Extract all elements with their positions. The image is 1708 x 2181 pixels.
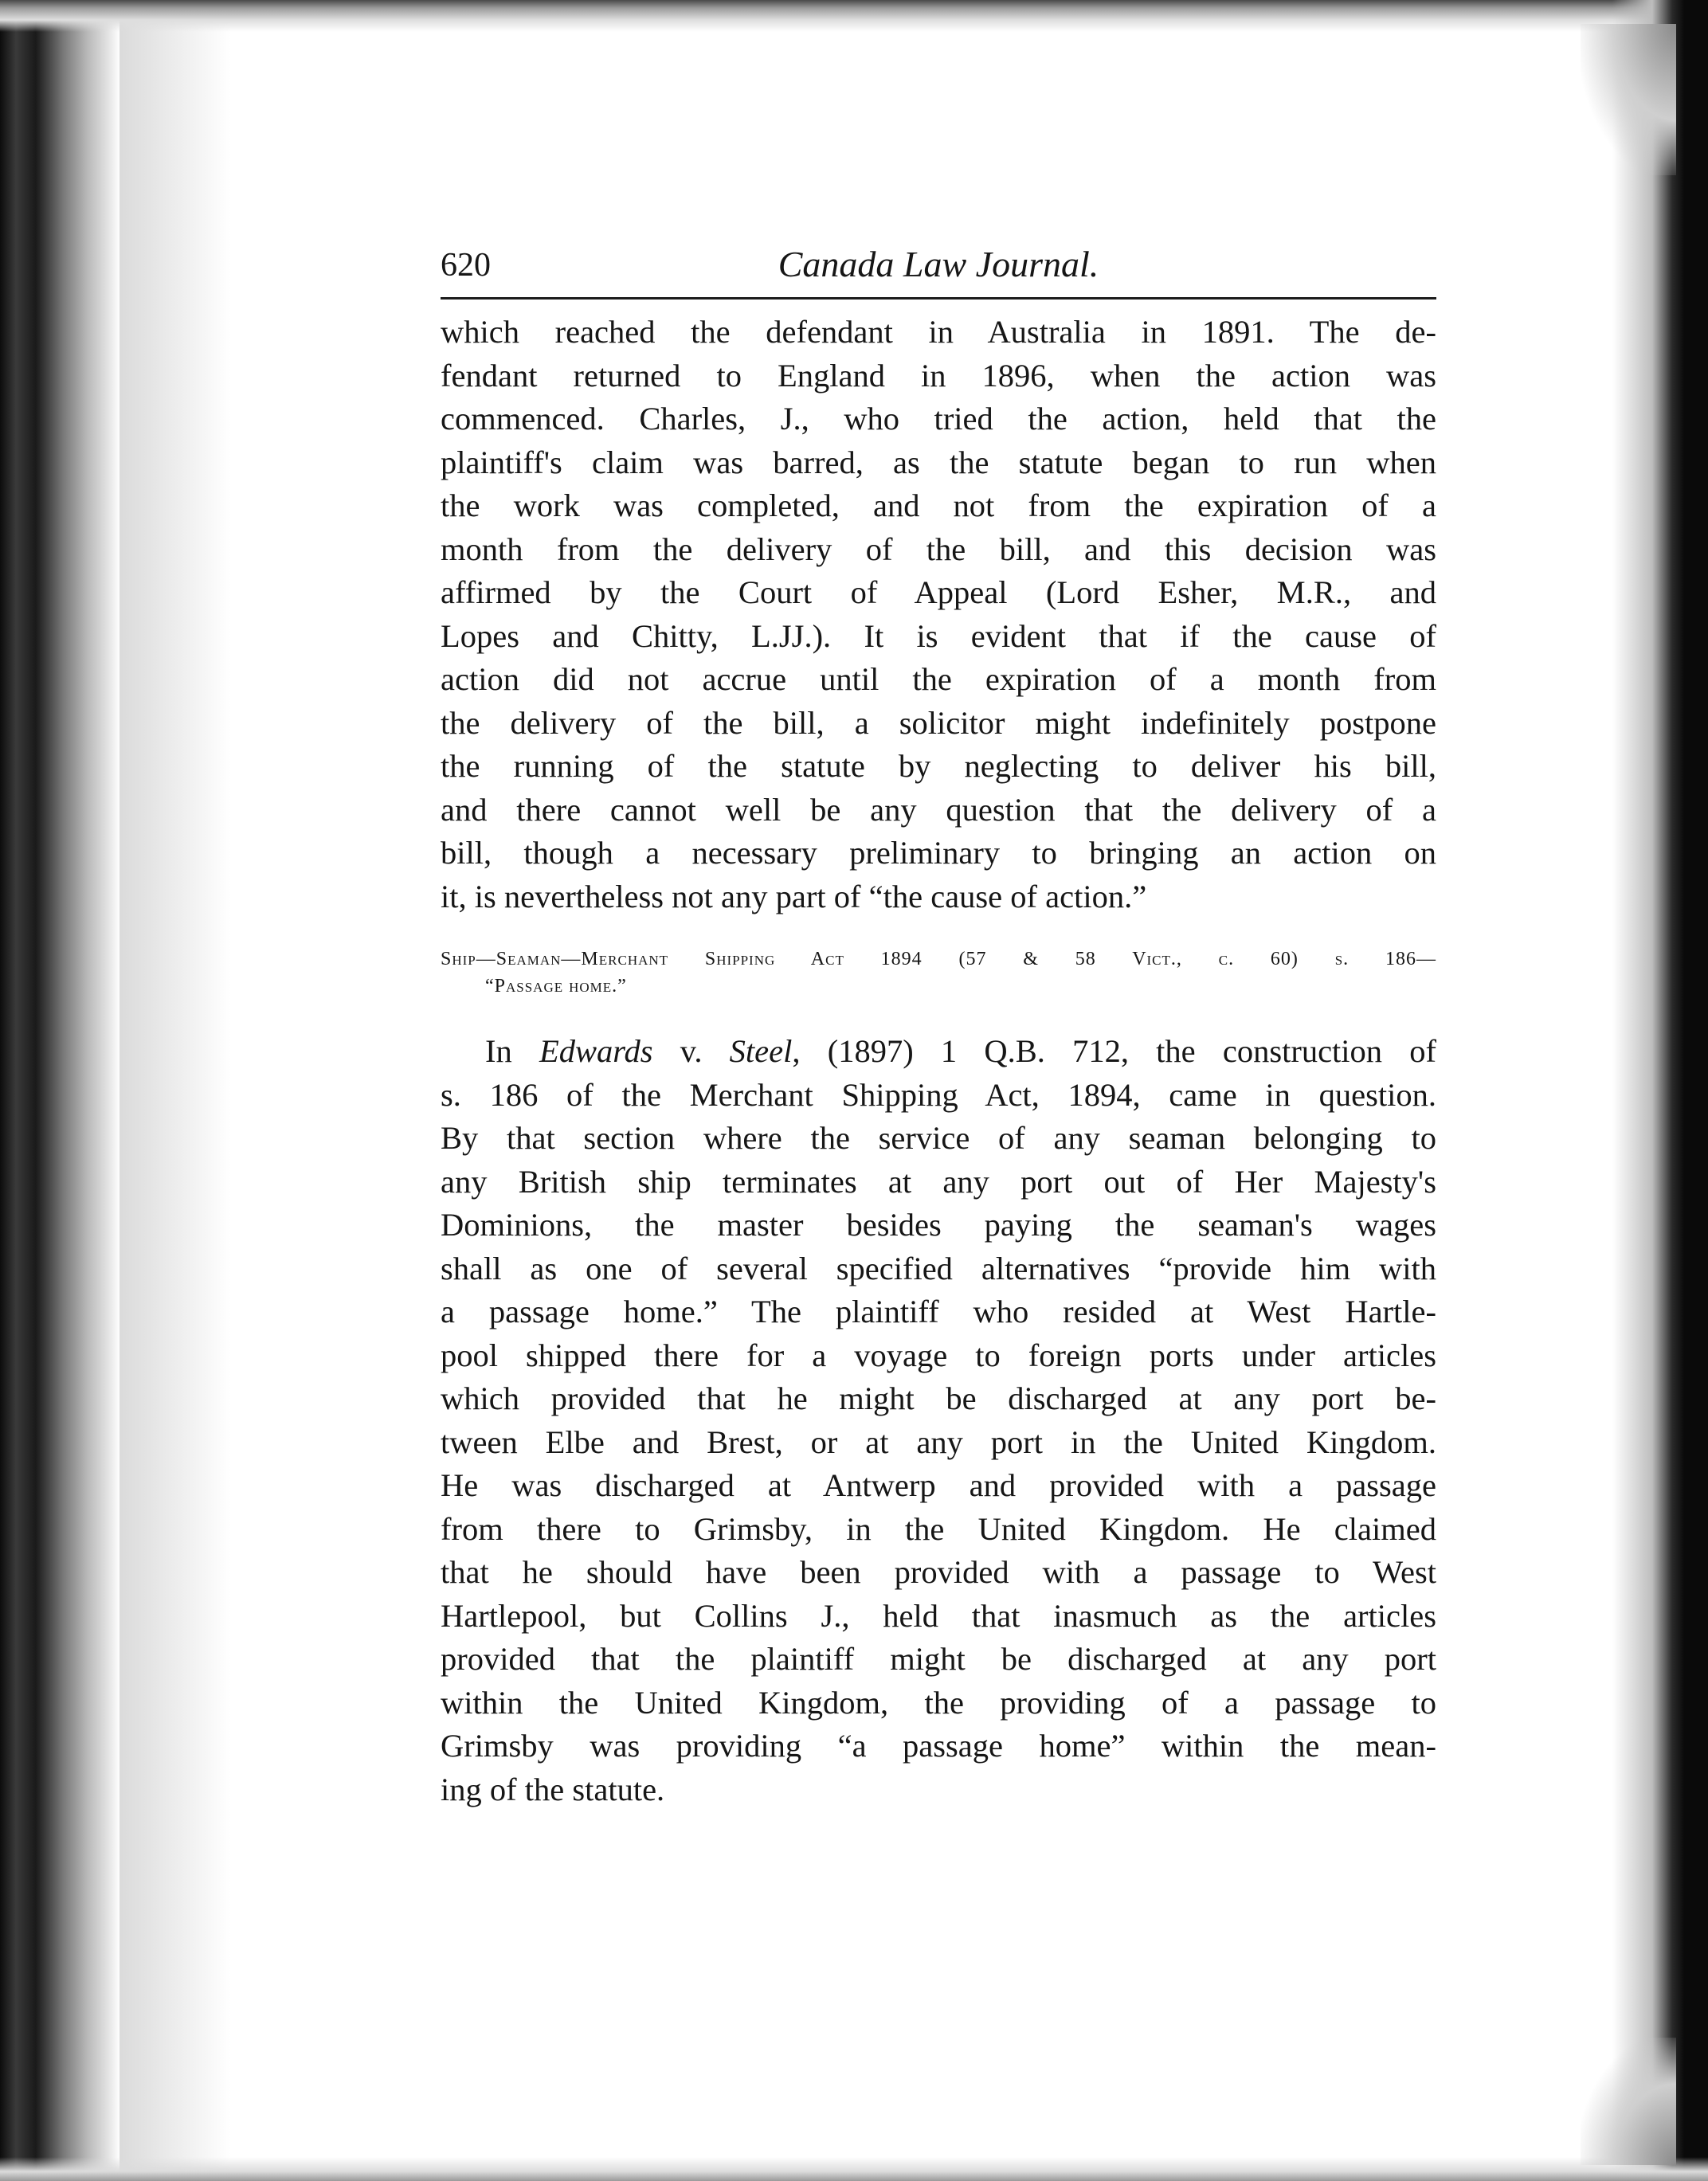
journal-title: Canada Law Journal. [778,244,1099,284]
paragraph-2 [441,1030,1436,1811]
text-line: fendant returned to England in 1896, when the action was [441,357,1436,394]
scan-edge-top [0,0,1708,32]
text-line: action did not accrue until the expiration of a month from [441,661,1436,697]
case-party-name: Steel [729,1033,793,1069]
page-number: 620 [441,247,491,284]
text-fragment: , (1897) 1 Q.B. 712, the construction of [792,1033,1436,1069]
text-line: pool shipped there for a voyage to foreign ports under articles [441,1337,1436,1373]
scan-edge-left [0,0,119,2181]
text-line: commenced. Charles, J., who tried the action, held that the [441,401,1436,437]
text-line: the running of the statute by neglecting to deliver his bill, [441,748,1436,784]
text-line: bill, though a necessary preliminary to bringing an action on [441,835,1436,871]
text-line: ing of the statute. [441,1771,665,1807]
text-line: from there to Grimsby, in the United Kingdom. He claimed [441,1510,1436,1547]
paragraph-1 [441,311,1436,918]
text-line: that he should have been provided with a passage to West [441,1554,1436,1590]
text-fragment: In [485,1033,539,1069]
text-line: Dominions, the master besides paying the seaman's wages [441,1207,1436,1243]
scan-corner-bottom-right [1581,2038,1676,2165]
text-line: which provided that he might be discharged at any port be- [441,1380,1436,1416]
text-line: Grimsby was providing “a passage home” within the mean- [441,1728,1436,1764]
page-content [441,243,1436,1811]
text-line: Hartlepool, but Collins J., held that inasmuch as the articles [441,1597,1436,1634]
text-line: provided that the plaintiff might be discharged at any port [441,1641,1436,1677]
section-heading-line: Ship—Seaman—Merchant Shipping Act 1894 (57 & 58 Vict., c. 60) s. 186— [441,949,1436,969]
scan-edge-bottom [0,2157,1708,2181]
text-line: within the United Kingdom, the providing of a passage to [441,1684,1436,1721]
text-line: which reached the defendant in Australia in 1891. The de- [441,314,1436,350]
section-heading-line: “Passage home.” [485,976,627,997]
text-line: s. 186 of the Merchant Shipping Act, 1894, came in question. [441,1076,1436,1113]
section-heading [441,946,1436,1000]
text-line: He was discharged at Antwerp and provided with a passage [441,1467,1436,1503]
text-line: affirmed by the Court of Appeal (Lord Esher, M.R., and [441,574,1436,610]
text-line: and there cannot well be any question that the delivery of a [441,791,1436,828]
text-line: By that section where the service of any seaman belonging to [441,1120,1436,1156]
text-line: plaintiff's claim was barred, as the statute began to run when [441,444,1436,480]
scan-corner-top-right [1581,24,1676,175]
text-line: the work was completed, and not from the expiration of a [441,487,1436,523]
case-party-name: Edwards [539,1033,653,1069]
text-line [441,1030,1436,1074]
scan-edge-right [1612,0,1708,2181]
running-head [441,243,1436,300]
text-line: a passage home.” The plaintiff who resided at West Hartle- [441,1294,1436,1329]
text-fragment: v. [652,1033,730,1069]
text-line: it, is nevertheless not any part of “the cause of action.” [441,878,1147,914]
text-line: Lopes and Chitty, L.JJ.). It is evident that if the cause of [441,617,1436,654]
text-line: tween Elbe and Brest, or at any port in the United Kingdom. [441,1423,1436,1460]
text-line: month from the delivery of the bill, and this decision was [441,531,1436,567]
text-line: the delivery of the bill, a solicitor might indefinitely postpone [441,704,1436,741]
scan-edge-left-shadow [119,0,231,2181]
text-line: any British ship terminates at any port out of Her Majesty's [441,1163,1436,1200]
text-line: shall as one of several specified alternatives “provide him with [441,1250,1436,1286]
